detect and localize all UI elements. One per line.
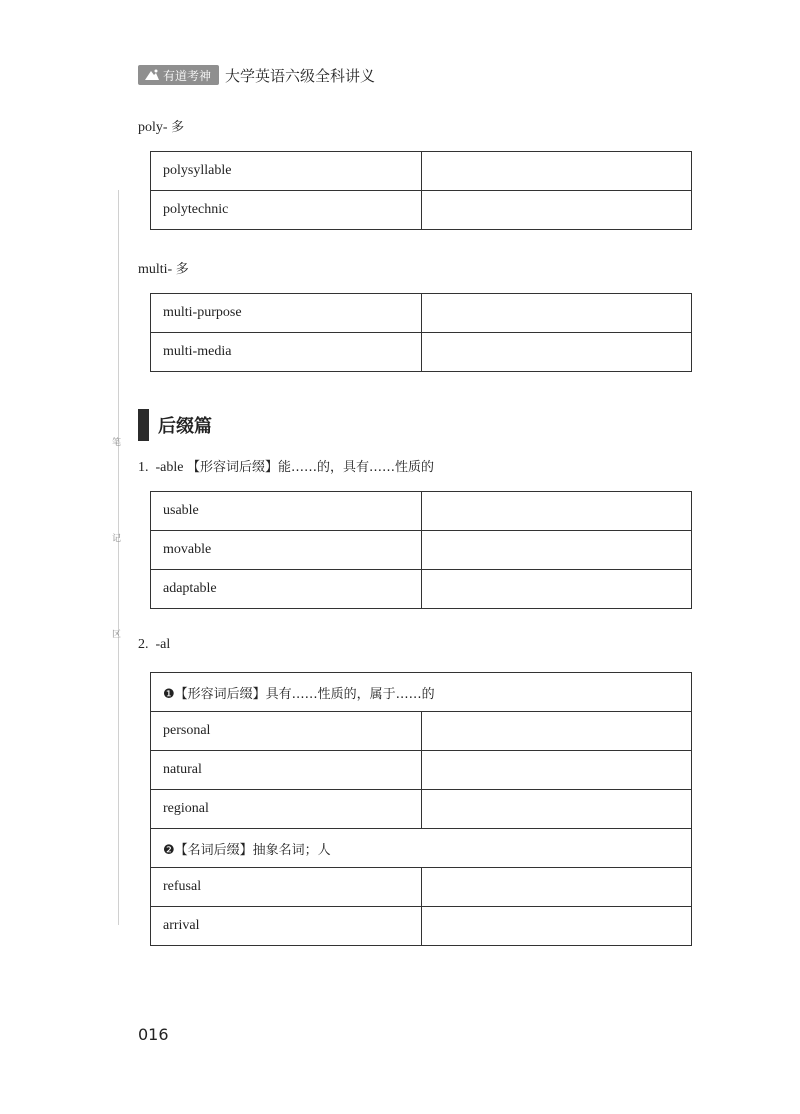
word-cell: multi-media	[151, 333, 422, 372]
section-marker	[138, 409, 149, 441]
table-row	[151, 294, 692, 333]
brand-badge	[138, 65, 219, 85]
prefix-meaning: 多	[175, 262, 189, 277]
prefix-meaning: 多	[171, 120, 185, 135]
prefix-label: multi-	[138, 262, 173, 277]
table-row	[151, 333, 692, 372]
word-cell: multi-purpose	[151, 294, 422, 333]
word-cell: arrival	[151, 907, 422, 946]
group-header-adjective: ❶【形容词后缀】具有……性质的，属于……的	[151, 673, 692, 712]
answer-cell[interactable]	[421, 570, 691, 609]
answer-cell[interactable]	[421, 790, 691, 829]
margin-divider	[118, 190, 119, 925]
answer-cell[interactable]	[421, 191, 691, 230]
vocab-table-poly	[150, 151, 692, 230]
suffix-heading-able	[138, 456, 434, 476]
suffix-label: -al	[155, 637, 171, 652]
answer-cell[interactable]	[421, 492, 691, 531]
table-row	[151, 152, 692, 191]
vocab-table-al	[150, 672, 692, 946]
answer-cell[interactable]	[421, 333, 691, 372]
word-cell: personal	[151, 712, 422, 751]
table-row	[151, 492, 692, 531]
answer-cell[interactable]	[421, 294, 691, 333]
brand-logo-icon	[144, 68, 160, 82]
group-header-noun: ❷【名词后缀】抽象名词；人	[151, 829, 692, 868]
table-row	[151, 868, 692, 907]
suffix-description: 【形容词后缀】能……的，具有……性质的	[186, 460, 434, 475]
brand-badge-text: 有道考神	[163, 68, 212, 83]
margin-note-char: 区	[112, 630, 122, 640]
answer-cell[interactable]	[421, 531, 691, 570]
table-row	[151, 751, 692, 790]
word-cell: adaptable	[151, 570, 422, 609]
prefix-heading-multi	[138, 258, 189, 278]
table-row	[151, 531, 692, 570]
word-cell: polytechnic	[151, 191, 422, 230]
book-title: 大学英语六级全科讲义	[225, 66, 376, 85]
word-cell: refusal	[151, 868, 422, 907]
item-number: 2.	[138, 637, 149, 652]
section-title-text: 后缀篇	[158, 416, 212, 437]
prefix-label: poly-	[138, 120, 168, 135]
suffix-heading-al	[138, 637, 170, 653]
table-row	[151, 907, 692, 946]
table-row	[151, 570, 692, 609]
answer-cell[interactable]	[421, 907, 691, 946]
vocab-table-able	[150, 491, 692, 609]
word-cell: regional	[151, 790, 422, 829]
answer-cell[interactable]	[421, 868, 691, 907]
answer-cell[interactable]	[421, 152, 691, 191]
table-row	[151, 191, 692, 230]
table-row	[151, 790, 692, 829]
table-group-header-row	[151, 829, 692, 868]
margin-note-char: 笔	[112, 438, 122, 448]
section-title	[138, 409, 212, 441]
suffix-label: -able	[155, 460, 184, 475]
margin-note-char: 记	[112, 534, 122, 544]
item-number: 1.	[138, 460, 149, 475]
answer-cell[interactable]	[421, 712, 691, 751]
table-row	[151, 712, 692, 751]
word-cell: polysyllable	[151, 152, 422, 191]
vocab-table-multi	[150, 293, 692, 372]
word-cell: usable	[151, 492, 422, 531]
word-cell: movable	[151, 531, 422, 570]
page-header	[138, 64, 375, 86]
answer-cell[interactable]	[421, 751, 691, 790]
page-number: 016	[138, 1025, 169, 1044]
word-cell: natural	[151, 751, 422, 790]
table-group-header-row	[151, 673, 692, 712]
prefix-heading-poly	[138, 116, 184, 136]
